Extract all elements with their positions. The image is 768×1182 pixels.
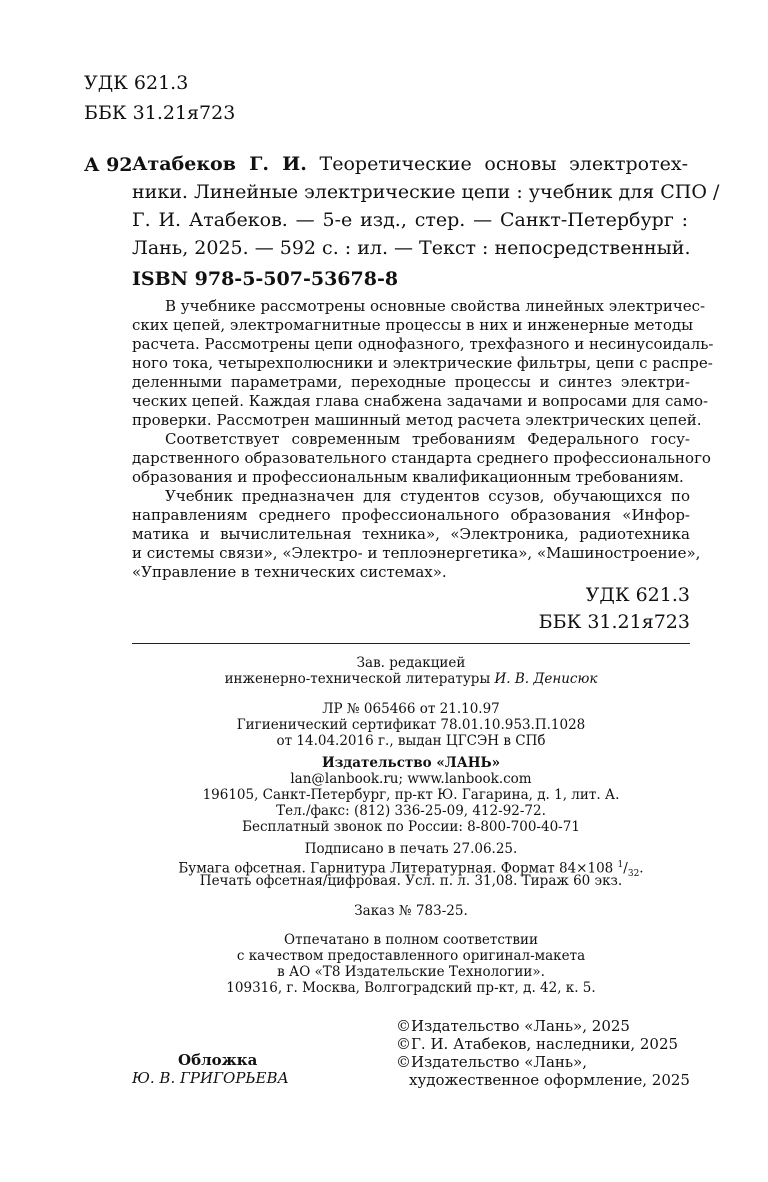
paper-format: Бумага офсетная. Гарнитура Литературная. Формат 84×108 $^1/_{32}$. [178, 860, 644, 880]
copyright-line: ©Г. И. Атабеков, наследники, 2025 [396, 1035, 679, 1053]
isbn: ISBN 978-5-507-53678-8 [132, 268, 399, 290]
cover-label: Обложка [178, 1051, 258, 1069]
annotation-line: ного тока, четырехполюсники и электрические фильтры, цепи с распре- [132, 354, 713, 372]
editor-name: И. В. Денисюк [494, 671, 598, 687]
editor-dept: инженерно-технической литературы [224, 671, 491, 687]
format-denominator: 32 [627, 869, 640, 880]
annotation-line: ческих цепей. Каждая глава снабжена задачами и вопросами для само- [132, 392, 709, 410]
annotation-line: образования и профессиональным квалификационным требованиям. [132, 468, 684, 486]
annotation-line: матика и вычислительная техника», «Электроника, радиотехника [132, 525, 690, 543]
publisher-name [132, 755, 690, 771]
publisher-hotline: Бесплатный звонок по России: 8-800-700-40-71 [242, 819, 580, 835]
udk-code-right: УДК 621.3 [585, 584, 690, 606]
publisher-name-text: Издательство «ЛАНЬ» [321, 755, 501, 771]
print-info: Печать офсетная/цифровая. Усл. п. л. 31,08. Тираж 60 экз. [199, 873, 623, 889]
annotation-line: ских цепей, электромагнитные процессы в них и инженерные методы [132, 316, 694, 334]
license-line: ЛР № 065466 от 21.10.97 [322, 701, 500, 717]
publisher-address: 196105, Санкт-Петербург, пр-кт Ю. Гагарина, д. 1, лит. А. [202, 787, 620, 803]
copyright-line: художественное оформление, 2025 [409, 1071, 690, 1089]
annotation-line: Учебник предназначен для студентов ссузов, обучающихся по [165, 487, 690, 505]
cover-artist: Ю. В. ГРИГОРЬЕВА [132, 1069, 289, 1087]
udk-code: УДК 621.3 [84, 72, 189, 94]
certificate-line-2: от 14.04.2016 г., выдан ЦГСЭН в СПб [276, 733, 546, 749]
bib-line-1-text: Теоретические основы электротех- [319, 153, 688, 175]
signed-date: Подписано в печать 27.06.25. [304, 841, 518, 857]
annotation-line: и системы связи», «Электро- и теплоэнергетика», «Машиностроение», [132, 544, 701, 562]
author-sign: А 92 [84, 154, 133, 176]
annotation-line: «Управление в технических системах». [132, 563, 447, 581]
divider-rule [132, 643, 690, 644]
bbk-code: ББК 31.21я723 [84, 102, 236, 124]
bib-line-1 [132, 150, 688, 178]
editor-line-2 [132, 671, 690, 687]
copyright-line: ©Издательство «Лань», 2025 [396, 1017, 630, 1035]
printer-line-1: Отпечатано в полном соответствии [284, 932, 538, 948]
annotation-line: проверки. Рассмотрен машинный метод расчета электрических цепей. [132, 411, 702, 429]
bib-line-4: Лань, 2025. — 592 с. : ил. — Текст : непосредственный. [132, 237, 691, 259]
printer-line-4: 109316, г. Москва, Волгоградский пр-кт, д. 42, к. 5. [226, 980, 596, 996]
bbk-code-right: ББК 31.21я723 [538, 611, 690, 633]
bib-line-3: Г. И. Атабеков. — 5-е изд., стер. — Санкт-Петербург : [132, 209, 688, 231]
printer-line-3: в АО «Т8 Издательские Технологии». [277, 964, 545, 980]
format-numerator: 1 [617, 860, 624, 870]
annotation-line: расчета. Рассмотрены цепи однофазного, трехфазного и несинусоидаль- [132, 335, 714, 353]
certificate-line-1: Гигиенический сертификат 78.01.10.953.П.1028 [236, 717, 586, 733]
publisher-phone: Тел./факс: (812) 336-25-09, 412-92-72. [276, 803, 546, 819]
annotation-line: направлениям среднего профессионального образования «Инфор- [132, 506, 690, 524]
editor-line-1: Зав. редакцией [356, 655, 466, 671]
annotation-line: В учебнике рассмотрены основные свойства линейных электричес- [165, 297, 706, 315]
printer-line-2: с качеством предоставленного оригинал-макета [236, 948, 586, 964]
bib-line-2: ники. Линейные электрические цепи : учебник для СПО / [132, 181, 720, 203]
annotation-line: Соответствует современным требованиям Федерального госу- [165, 430, 690, 448]
annotation-line: деленными параметрами, переходные процессы и синтез электри- [132, 373, 690, 391]
publisher-contacts: lan@lanbook.ru; www.lanbook.com [290, 771, 532, 787]
order-number: Заказ № 783-25. [354, 903, 468, 919]
annotation-line: дарственного образовательного стандарта среднего профессионального [132, 449, 711, 467]
paper-format-text: Бумага офсетная. Гарнитура Литературная. Формат 84×108 [178, 860, 614, 877]
bib-author: Атабеков Г. И. [132, 153, 307, 175]
copyright-line: ©Издательство «Лань», [396, 1053, 588, 1071]
